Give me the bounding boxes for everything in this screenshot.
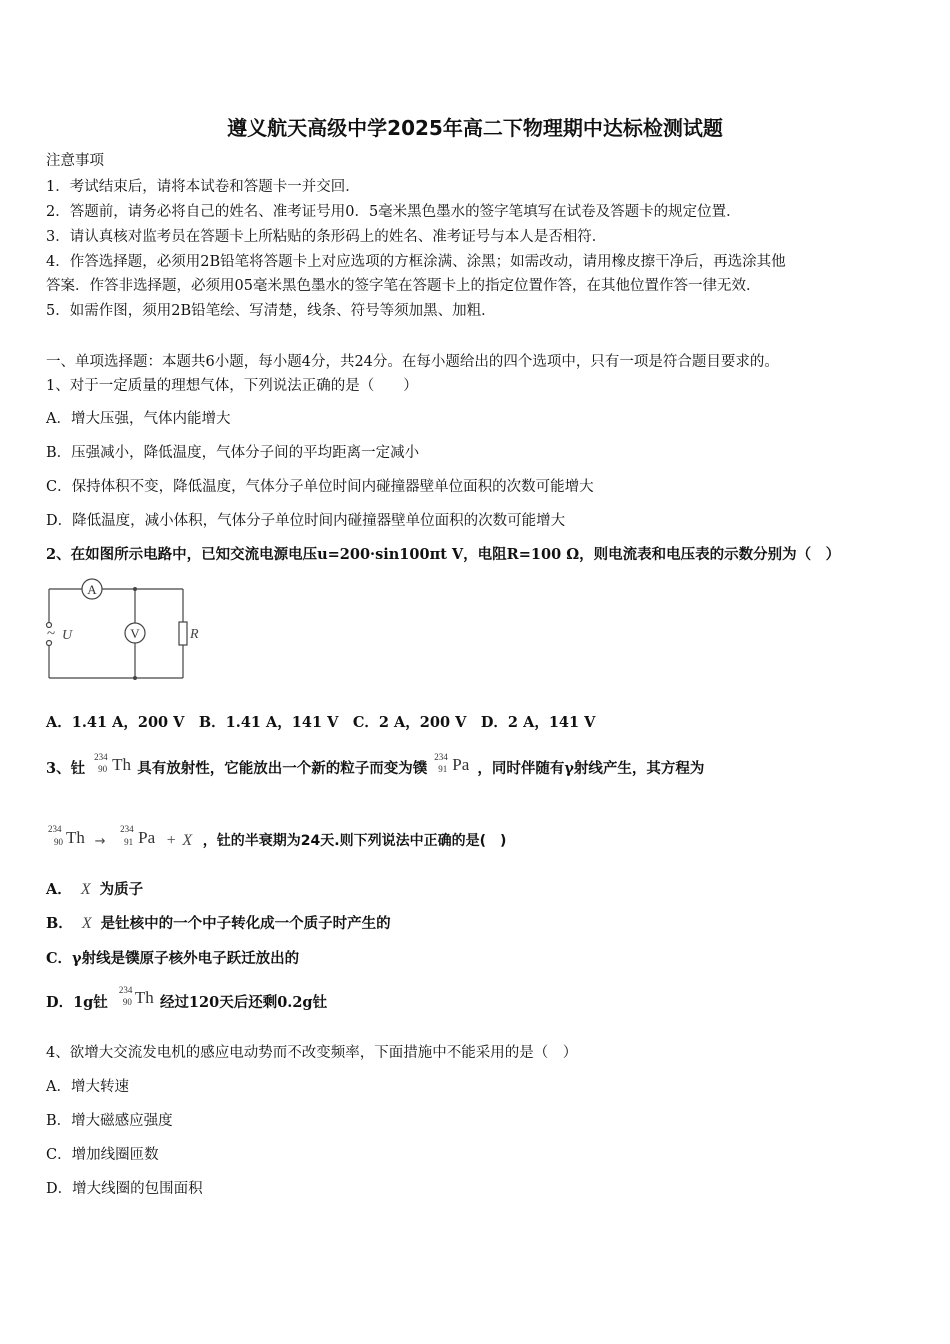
equation-protactinium-mass: 234 — [120, 824, 134, 834]
question-3-prefix: 3、钍 — [46, 760, 86, 777]
question-1-option-d: D．降低温度，减小体积，气体分子单位时间内碰撞器壁单位面积的次数可能增大 — [46, 513, 566, 529]
question-1-option-a: A．增大压强，气体内能增大 — [46, 411, 231, 427]
notice-item: 2．答题前，请务必将自己的姓名、准考证号用0．5毫米黑色墨水的签字笔填写在试卷及答题卡的规定位置． — [46, 204, 741, 220]
voltmeter-label: V — [130, 626, 140, 641]
option-d-thorium-z: 90 — [122, 997, 132, 1007]
question-3-mid: 具有放射性，它能放出一个新的粒子而变为镤 — [137, 760, 428, 777]
question-1-option-c: C．保持体积不变，降低温度，气体分子单位时间内碰撞器壁单位面积的次数可能增大 — [46, 479, 594, 495]
equation-thorium-symbol: Th — [66, 828, 85, 847]
source-symbol: ~ — [46, 626, 56, 642]
equation-protactinium-symbol: Pa — [138, 828, 156, 847]
equation-plus: + — [166, 832, 176, 849]
question-2-stem: 2、在如图所示电路中，已知交流电源电压u=200·sin100πt V，电阻R=100 Ω，则电流表和电压表的示数分别为（ ） — [46, 546, 841, 563]
notice-item: 4．作答选择题，必须用2B铅笔将答题卡上对应选项的方框涂满、涂黑；如需改动，请用橡皮擦干净后，再选涂其他 — [46, 254, 786, 270]
protactinium-symbol: Pa — [452, 755, 470, 774]
option-d-text: 经过120天后还剩0.2g钍 — [159, 994, 328, 1011]
option-b-text: 是钍核中的一个中子转化成一个质子时产生的 — [100, 915, 391, 932]
option-d-label: D．1g钍 — [46, 994, 108, 1011]
protactinium-mass-number: 234 — [434, 752, 448, 762]
option-a-x: X — [80, 881, 91, 898]
question-3-option-a — [46, 880, 143, 900]
protactinium-nuclide — [432, 752, 472, 783]
option-a-label: A． — [46, 881, 72, 898]
option-b-x: X — [81, 915, 92, 932]
resistor-label: R — [190, 627, 199, 642]
question-3-option-b — [46, 914, 391, 934]
question-4-option-c: C．增加线圈匝数 — [46, 1147, 159, 1163]
equation-tail: ，钍的半衰期为24天.则下列说法中正确的是( ) — [202, 833, 507, 849]
notice-heading: 注意事项 — [46, 153, 104, 169]
question-2-options: A．1.41 A，200 V B．1.41 A，141 V C．2 A，200 V D．2 A，141 V — [46, 714, 596, 731]
option-b-label: B． — [46, 915, 73, 932]
page-title: 遵义航天高级中学2025年高二下物理期中达标检测试题 — [227, 116, 723, 140]
equation-thorium-z: 90 — [54, 837, 63, 847]
thorium-symbol: Th — [112, 755, 132, 774]
question-1-option-b: B．压强减小，降低温度，气体分子间的平均距离一定减小 — [46, 445, 420, 461]
thorium-nuclide — [90, 752, 132, 783]
notice-item: 答案．作答非选择题，必须用05毫米黑色墨水的签字笔在答题卡上的指定位置作答，在其他位置作答一律无效． — [46, 278, 761, 294]
thorium-atomic-number: 90 — [98, 764, 108, 774]
section-heading: 一、单项选择题：本题共6小题，每小题4分，共24分。在每小题给出的四个选项中，只有一项是符合题目要求的。 — [46, 354, 779, 370]
equation-thorium-mass: 234 — [48, 824, 62, 834]
equation-x: X — [182, 832, 193, 849]
protactinium-atomic-number: 91 — [438, 764, 448, 774]
notice-item: 1．考试结束后，请将本试卷和答题卡一并交回． — [46, 179, 360, 195]
option-d-thorium-mass: 234 — [118, 985, 133, 995]
option-d-thorium — [113, 985, 155, 1017]
decay-equation-line — [46, 826, 506, 857]
notice-item: 3．请认真核对监考员在答题卡上所粘贴的条形码上的姓名、准考证号与本人是否相符． — [46, 229, 607, 245]
circuit-diagram — [40, 574, 200, 686]
question-3-suffix: ，同时伴随有γ射线产生，其方程为 — [477, 760, 705, 777]
ammeter-label: A — [87, 582, 97, 597]
equation-arrow: → — [94, 834, 106, 849]
thorium-mass-number: 234 — [94, 752, 108, 762]
notice-item: 5．如需作图，须用2B铅笔绘、写清楚，线条、符号等须加黑、加粗． — [46, 303, 496, 319]
equation-thorium — [46, 824, 90, 855]
option-d-thorium-symbol: Th — [134, 988, 154, 1007]
question-4-option-b: B．增大磁感应强度 — [46, 1113, 173, 1129]
equation-protactinium — [120, 824, 160, 855]
question-4-stem: 4、欲增大交流发电机的感应电动势而不改变频率，下面措施中不能采用的是（ ） — [46, 1045, 578, 1061]
question-3-option-c: C．γ射线是镤原子核外电子跃迁放出的 — [46, 950, 300, 967]
question-4-option-d: D．增大线圈的包围面积 — [46, 1181, 203, 1197]
option-a-text: 为质子 — [99, 881, 144, 898]
question-3-stem — [46, 752, 705, 783]
question-3-option-d — [46, 985, 328, 1018]
source-label: U — [62, 628, 73, 643]
question-4-option-a: A．增大转速 — [46, 1079, 129, 1095]
question-1-stem: 1、对于一定质量的理想气体，下列说法正确的是（ ） — [46, 378, 418, 394]
equation-protactinium-z: 91 — [124, 837, 134, 847]
